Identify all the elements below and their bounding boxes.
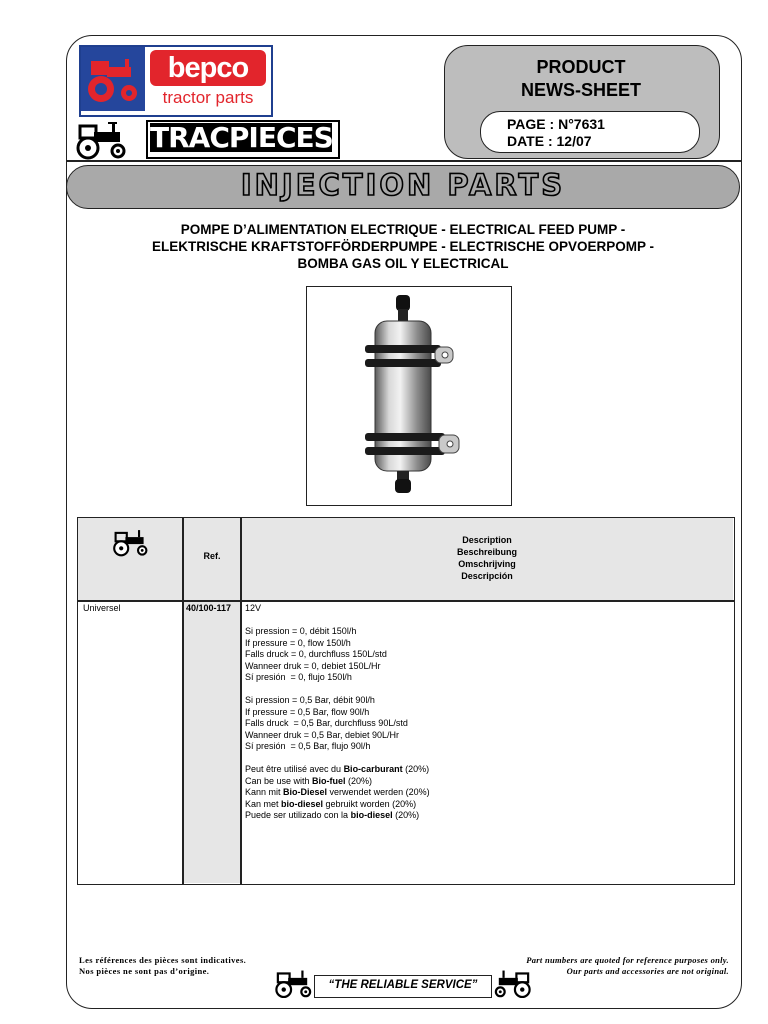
product-photo — [306, 286, 512, 506]
biofuel-line — [245, 810, 725, 822]
header-desc-fr: Description — [462, 535, 512, 545]
fuel-pump-image — [307, 287, 511, 505]
subtitle-line3: BOMBA GAS OIL Y ELECTRICAL — [297, 256, 509, 271]
header-desc-es: Descripción — [461, 571, 513, 581]
desc-line: Falls druck = 0,5 Bar, durchfluss 90L/std — [245, 718, 408, 728]
footer-disclaimer-en — [440, 955, 729, 977]
product-title-line2: NEWS-SHEET — [520, 80, 641, 100]
desc-line: Sí presión = 0,5 Bar, flujo 90l/h — [245, 741, 371, 751]
desc-line: Si pression = 0, débit 150l/h — [245, 626, 357, 636]
biofuel-line — [245, 787, 725, 799]
table-header-divider — [77, 600, 734, 602]
biofuel-post: verwendet werden (20%) — [327, 787, 430, 797]
biofuel-line — [245, 776, 725, 788]
desc-line: If pressure = 0, flow 150l/h — [245, 637, 351, 648]
desc-line: Wanneer druk = 0, debiet 150L/Hr — [245, 660, 381, 671]
footer-right-line1: Part numbers are quoted for reference purposes only. — [526, 955, 729, 965]
subtitle-line1: POMPE D’ALIMENTATION ELECTRIQUE - ELECTRICAL FEED PUMP - — [180, 222, 626, 237]
biofuel-pre: Kan met — [245, 798, 282, 809]
biofuel-post: (20%) — [345, 775, 373, 786]
table-cell-ref: 40/100-117 — [186, 603, 232, 613]
header-desc-nl: Omschrijving — [458, 559, 516, 569]
biofuel-pre: Kann mit — [245, 787, 284, 797]
product-subtitle — [90, 221, 716, 272]
bepco-wordmark: bepco — [167, 52, 249, 84]
bepco-logo-tractor-panel — [81, 47, 145, 111]
desc-line: Wanneer druk = 0,5 Bar, debiet 90L/Hr — [245, 729, 400, 740]
biofuel-bold: Bio-carburant — [343, 764, 403, 774]
tractor-icon — [81, 47, 145, 111]
biofuel-pre: Peut être utilisé avec du — [245, 764, 344, 774]
table-header-ref: Ref. — [203, 551, 221, 561]
table-col-divider-1 — [182, 517, 184, 884]
biofuel-bold: Bio-fuel — [312, 775, 346, 786]
biofuel-post: (20%) — [392, 810, 420, 820]
biofuel-bold: bio-diesel — [281, 798, 324, 809]
footer-left-line1: Les références des pièces sont indicatives. — [79, 955, 247, 965]
biofuel-post: gebruikt worden (20%) — [323, 798, 417, 809]
biofuel-line — [245, 764, 725, 776]
table-header-description — [241, 534, 733, 582]
page-number: PAGE : N°7631 — [507, 116, 605, 132]
tracpieces-wordmark: TRACPIECES — [150, 121, 333, 154]
bepco-tagline: tractor parts — [162, 88, 254, 107]
biofuel-line — [245, 799, 725, 811]
desc-line: Falls druck = 0, durchfluss 150L/std — [245, 649, 387, 659]
biofuel-pre: Puede ser utilizado con la — [245, 810, 351, 820]
biofuel-pre: Can be use with — [245, 775, 313, 786]
footer-left-line2: Nos pièces ne sont pas d’origine. — [79, 966, 210, 976]
biofuel-bold: Bio-Diesel — [283, 787, 328, 797]
header-desc-de: Beschreibung — [456, 547, 517, 557]
footer-disclaimer-fr — [79, 955, 246, 977]
table-cell-description — [245, 603, 725, 822]
product-title-line1: PRODUCT — [536, 57, 626, 77]
issue-date: DATE : 12/07 — [507, 133, 592, 149]
desc-line: Sí presión = 0, flujo 150l/h — [245, 672, 352, 682]
desc-line: Si pression = 0,5 Bar, débit 90l/h — [245, 695, 375, 705]
footer-tractor-icon-right — [490, 966, 534, 1005]
footer-tractor-icon-left — [272, 966, 316, 1005]
tracpieces-tractor-icon — [72, 118, 132, 165]
table-cell-application: Universel — [83, 603, 121, 613]
header-separator — [66, 160, 742, 162]
biofuel-bold: bio-diesel — [350, 810, 393, 820]
slogan: “THE RELIABLE SERVICE” — [328, 979, 478, 991]
desc-line: If pressure = 0,5 Bar, flow 90l/h — [245, 706, 370, 717]
table-header-tractor-icon — [110, 527, 152, 562]
footer-right-line2: Our parts and accessories are not original. — [566, 966, 729, 976]
product-news-sheet-title — [444, 56, 718, 102]
page-title: INJECTION PARTS — [240, 168, 566, 202]
desc-voltage: 12V — [245, 603, 262, 613]
biofuel-post: (20%) — [402, 764, 430, 774]
page-date-text — [507, 116, 605, 150]
subtitle-line2: ELEKTRISCHE KRAFTSTOFFÖRDERPUMPE - ELECTRISCHE OPVOERPOMP - — [151, 239, 655, 254]
